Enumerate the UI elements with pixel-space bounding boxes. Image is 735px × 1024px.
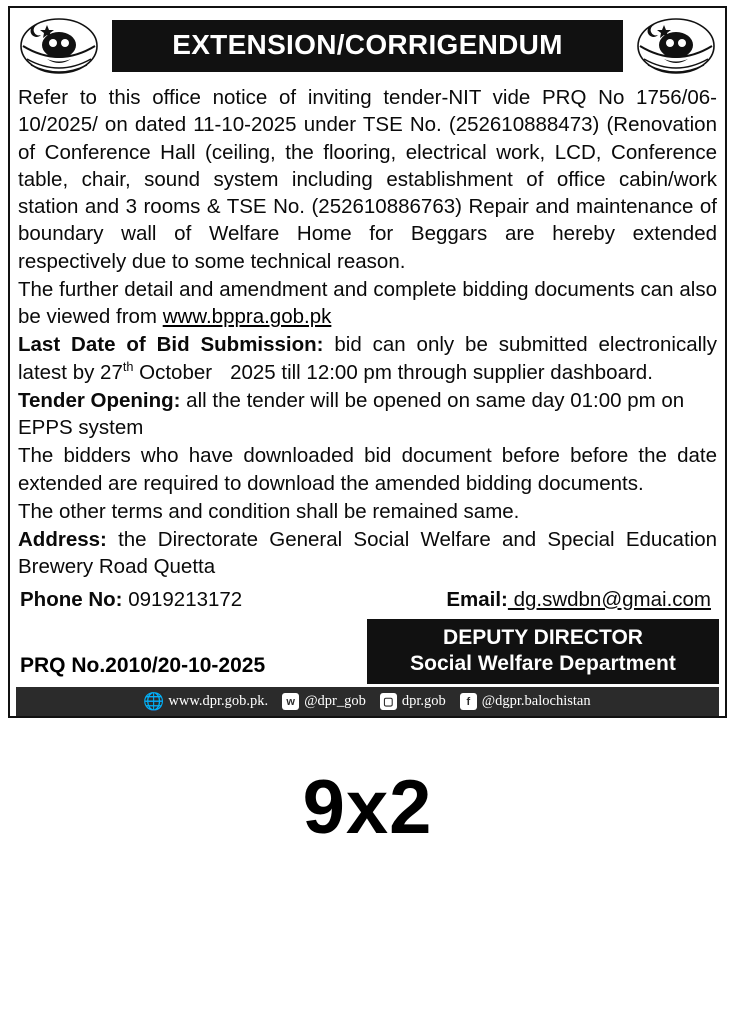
facebook-icon: f	[460, 693, 477, 710]
phone-block	[20, 586, 242, 613]
social-instagram[interactable]	[380, 693, 446, 710]
last-date-paragraph	[18, 331, 717, 386]
address-label: Address:	[18, 528, 107, 551]
social-twitter[interactable]	[282, 693, 366, 710]
designation-title: DEPUTY DIRECTOR	[443, 625, 643, 649]
intro-paragraph: Refer to this office notice of inviting tender-NIT vide PRQ No 1756/06-10/2025/ on dated 11-10-2025 under TSE No. (252610888473) (Renovation of Conference Hall (ceiling, the flooring, electrical work, LCD, Conference table, chair, sound system including establishment of office cabin/work station and 3 rooms & TSE No. (252610886763) Repair and maintenance of boundary wall of Welfare Home for Beggars are hereby extended respectively due to some technical reason.	[18, 86, 717, 273]
phone-label: Phone No:	[20, 587, 123, 611]
instagram-icon: ▢	[380, 693, 397, 710]
contact-row	[18, 586, 717, 613]
detail-text: The further detail and amendment and complete bidding documents can also be viewed from	[18, 277, 717, 328]
balochistan-government-crest-right	[633, 14, 719, 78]
social-website-label: www.dpr.gob.pk.	[168, 693, 269, 710]
email-block	[446, 586, 715, 613]
email-label: Email:	[446, 587, 508, 611]
last-date-text-3: 2025 till 12:00 pm through supplier dashboard.	[230, 360, 653, 384]
notice-body	[16, 82, 719, 613]
social-instagram-label: dpr.gob	[401, 693, 446, 710]
other-terms-paragraph: The other terms and condition shall be remained same.	[18, 499, 520, 523]
prq-number: PRQ No.2010/20-10-2025	[20, 654, 266, 678]
designation-box	[367, 619, 719, 685]
social-facebook-label: @dgpr.balochistan	[481, 693, 591, 710]
last-date-text-2: October	[133, 360, 213, 384]
globe-icon: 🌐	[143, 691, 165, 711]
notice-header	[16, 12, 719, 82]
social-website[interactable]	[144, 692, 268, 711]
bppra-website-link[interactable]: www.bppra.gob.pk	[162, 305, 332, 328]
twitter-icon: w	[282, 693, 299, 710]
social-facebook[interactable]	[460, 693, 591, 710]
address-paragraph	[18, 526, 717, 581]
downloaded-note-paragraph: The bidders who have downloaded bid document before before the date extended are required to download the amended bidding documents.	[18, 444, 717, 495]
designation-department: Social Welfare Department	[410, 652, 676, 675]
social-twitter-label: @dpr_gob	[304, 693, 366, 710]
footer-zone	[16, 619, 719, 685]
page-title: EXTENSION/CORRIGENDUM	[112, 20, 623, 72]
tender-opening-label: Tender Opening:	[18, 388, 181, 412]
tender-opening-paragraph	[18, 387, 717, 442]
tender-opening-text: all the tender will be opened on same day 01:00 pm on EPPS system	[18, 388, 685, 439]
last-date-ordinal: th	[122, 358, 134, 374]
last-date-text-1: bid can only be submitted electronically latest by 27	[18, 333, 717, 384]
detail-paragraph	[18, 276, 717, 331]
email-value[interactable]: dg.swdbn@gmai.com	[507, 587, 711, 611]
phone-value: 0919213172	[122, 587, 243, 611]
balochistan-government-crest-left	[16, 14, 102, 78]
notice-border	[8, 6, 727, 718]
ad-size-caption: 9x2	[302, 765, 433, 851]
last-date-label: Last Date of Bid Submission:	[18, 333, 324, 357]
address-text: the Directorate General Social Welfare and Special Education Brewery Road Quetta	[18, 528, 717, 579]
social-media-bar	[16, 687, 719, 716]
